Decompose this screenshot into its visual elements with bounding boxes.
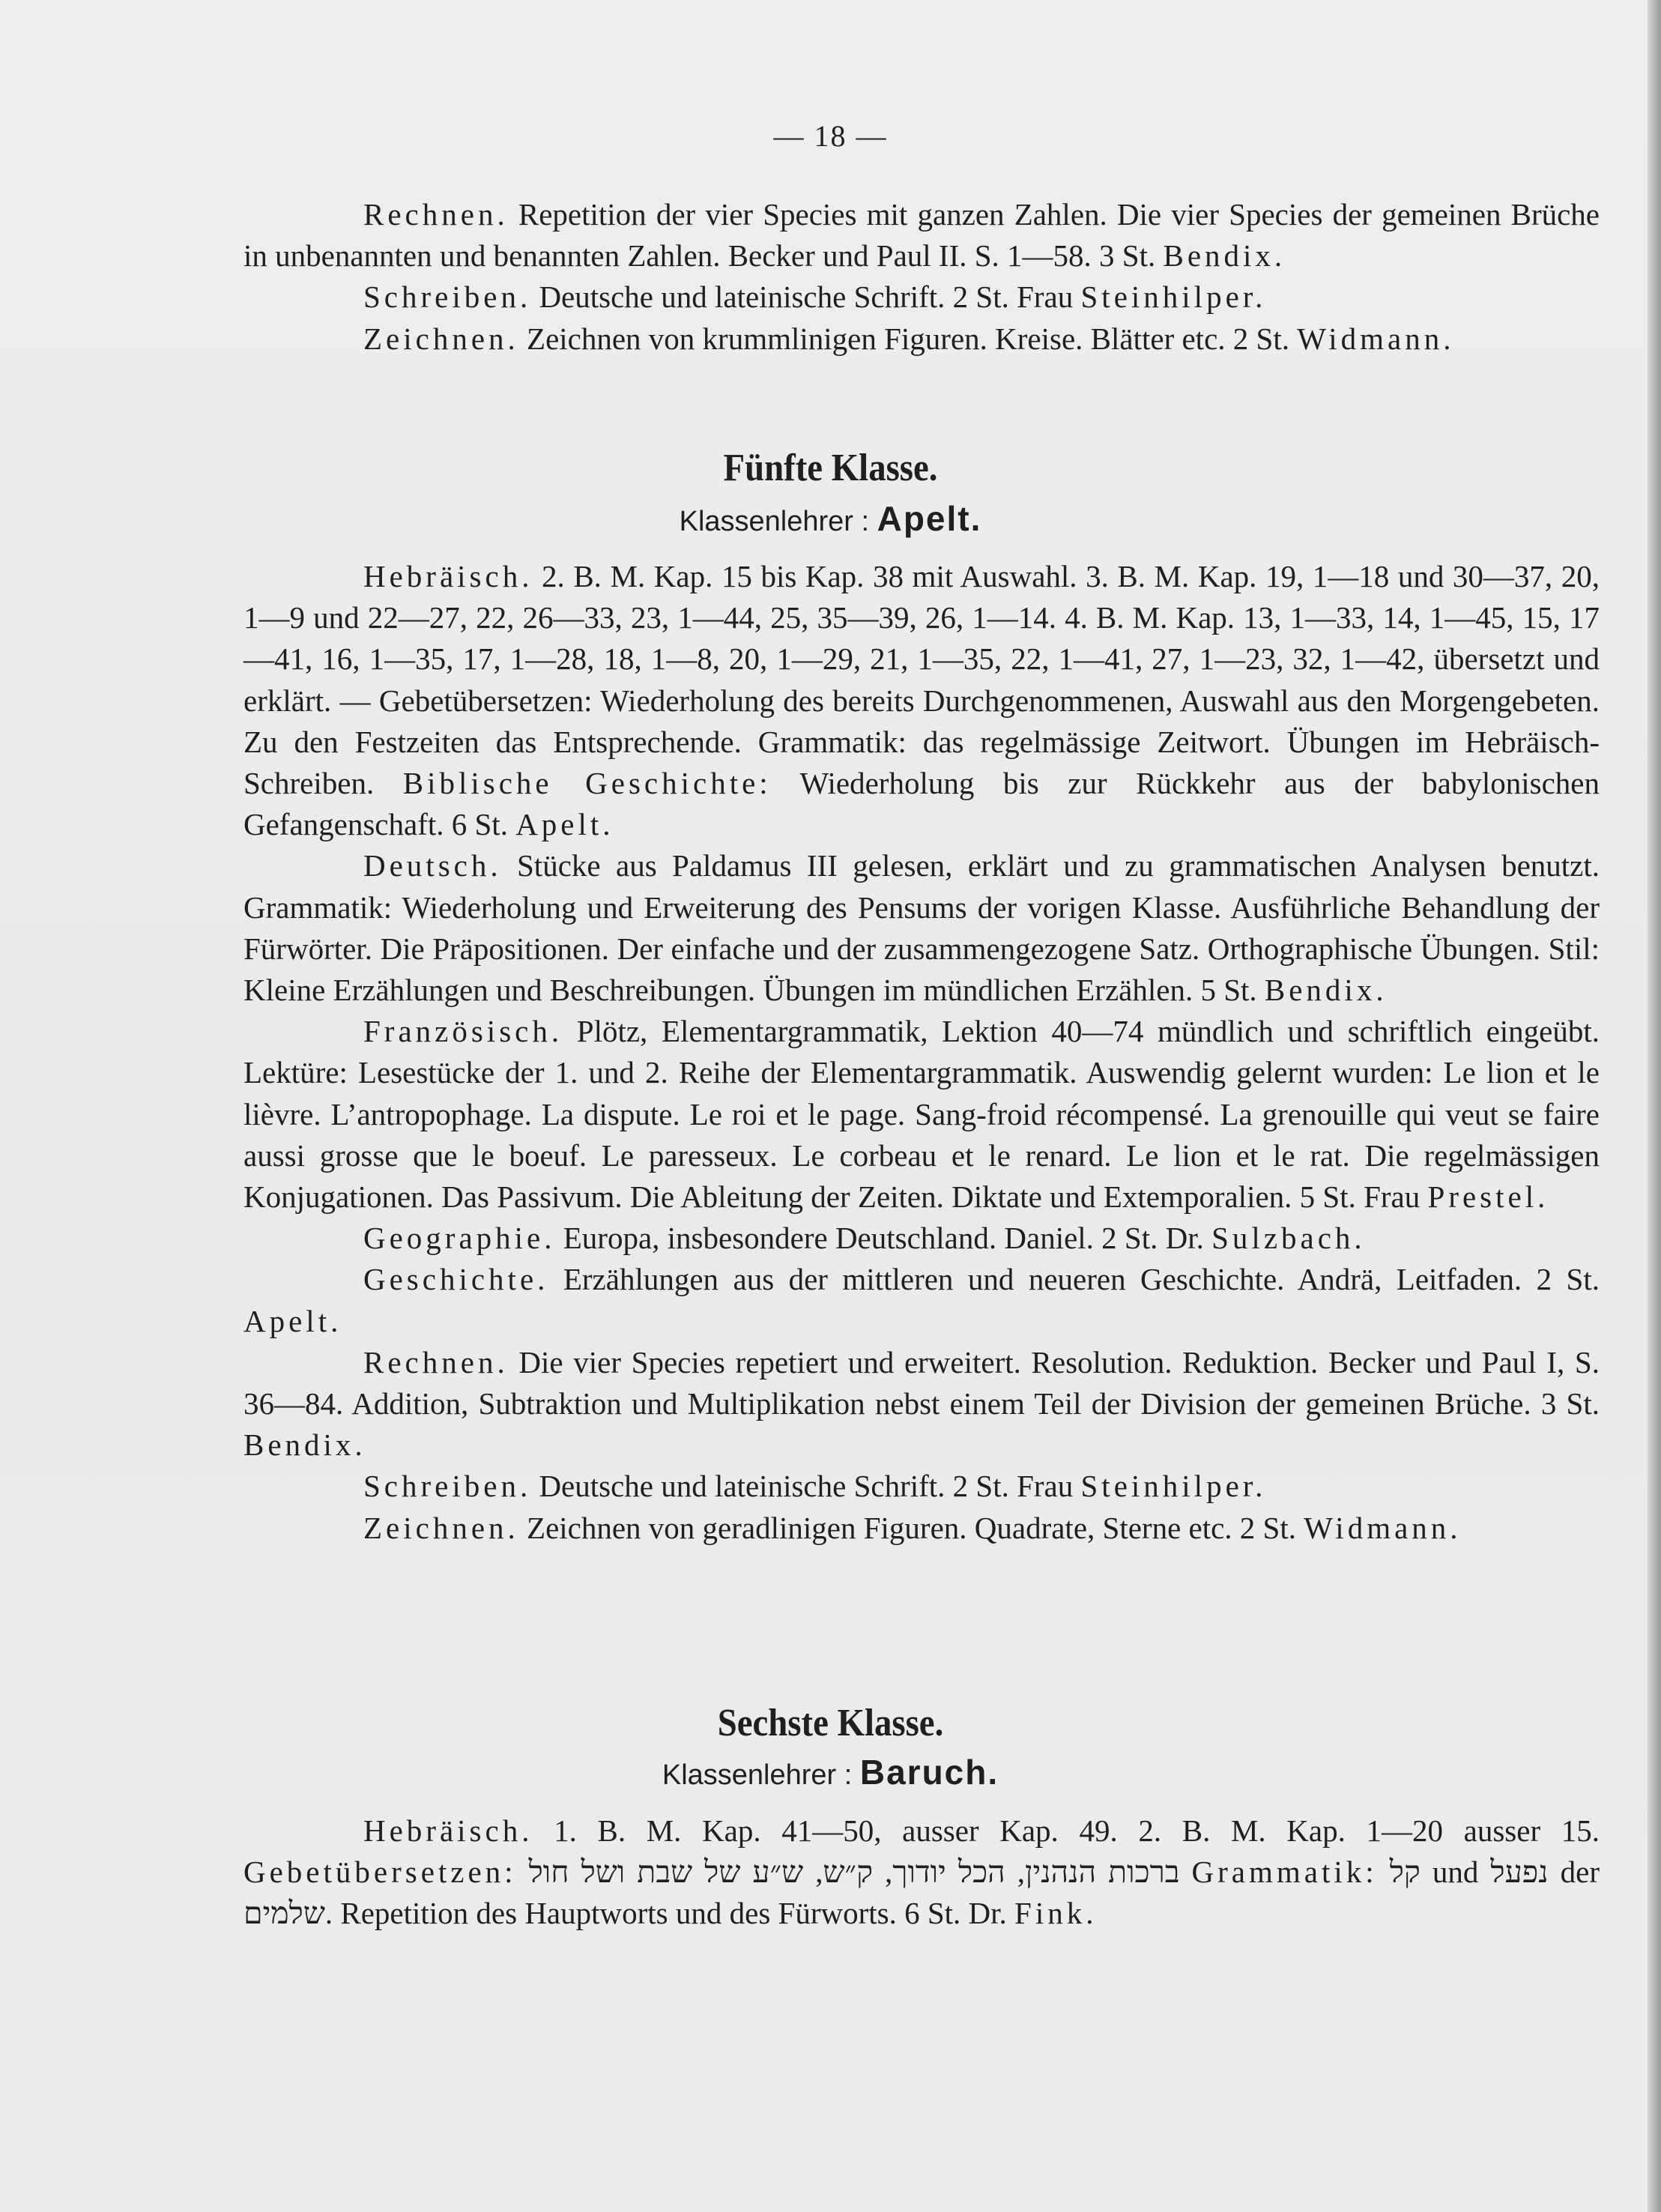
subject-text: Die vier Species repetiert und erweitert. Resolution. Reduktion. Becker und Paul I, S. 36—84. Addition, Subtraktion und Multiplikation nebst einem Teil der Division der gemeinen Brüche. 3 St. xyxy=(243,1344,1600,1421)
paragraph-hebraeisch xyxy=(243,556,1600,845)
subject-text: Repetition der vier Species mit ganzen Zahlen. Die vier Species der gemeinen Brüche in unbenannten und benannten Zahlen. Becker und Paul II. S. 1—58. 3 St. xyxy=(243,197,1600,274)
paragraph-zeichnen xyxy=(243,318,1600,360)
hebrew-text: נפעל xyxy=(1478,1855,1561,1890)
paragraph-rechnen xyxy=(243,1342,1600,1466)
subject-label: Zeichnen. xyxy=(363,321,519,356)
subject-label: Schreiben. xyxy=(363,1469,532,1504)
teacher-name: Prestel. xyxy=(1427,1179,1549,1215)
subject-label: Zeichnen. xyxy=(363,1510,519,1545)
subject-label: Biblische Geschichte: xyxy=(402,766,772,801)
subject-label: Grammatik: xyxy=(1191,1855,1378,1890)
subject-text: Europa, insbesondere Deutschland. Daniel. 2 St. Dr. xyxy=(555,1221,1212,1256)
subject-text: 1. B. M. Kap. 41—50, ausser Kap. 49. 2. B. M. Kap. 1—20 ausser 15. xyxy=(533,1813,1600,1848)
hebrew-text: שלמים xyxy=(243,1896,325,1931)
subject-label: Hebräisch. xyxy=(363,1813,533,1848)
teacher-name: Steinhilper. xyxy=(1080,1469,1267,1504)
class-teacher-line xyxy=(0,498,1661,539)
class-teacher-name: Apelt. xyxy=(877,499,982,538)
paragraph-geographie xyxy=(243,1218,1600,1259)
section-heading-sechste-klasse: Sechste Klasse. xyxy=(717,1702,944,1744)
subject-text: Wiederholung bis zur Rückkehr aus der babylonischen Gefangenschaft. 6 St. xyxy=(243,766,1600,842)
subject-text: 2. B. M. Kap. 15 bis Kap. 38 mit Auswahl. 3. B. M. Kap. 19, 1—18 und 30—37, 20, 1—9 und 22—27, 22, 26—33, 23, 1—44, 25, 35—39, 26, 1—14. 4. B. M. Kap. 13, 1—33, 14, 1—45, 15, 17—41, 16, 1—35, 17, 1—28, 18, 1—8, 20, 1—29, 21, 1—35, 22, 1—41, 27, 1—23, 32, 1—42, übersetzt und erklärt. — Gebetübersetzen: Wiederholung des bereits Durchgenommenen, Auswahl aus den Morgengebeten. Zu den Festzeiten das Entsprechende. Grammatik: das regelmässige Zeitwort. Übungen im Hebräisch-Schreiben. xyxy=(243,559,1600,801)
subject-label: Rechnen. xyxy=(363,1344,509,1380)
teacher-name: Bendix. xyxy=(243,1427,366,1463)
subject-text: Zeichnen von krummlinigen Figuren. Kreise. Blätter etc. 2 St. xyxy=(518,321,1298,356)
paragraph-franzoesisch xyxy=(243,1011,1600,1218)
teacher-name: Widmann. xyxy=(1297,321,1455,356)
page-number: — 18 — xyxy=(773,119,888,153)
subject-text: Deutsche und lateinische Schrift. 2 St. Frau xyxy=(531,279,1081,315)
paragraph-geschichte xyxy=(243,1259,1600,1341)
subject-text: . Repetition des Hauptworts und des Fürworts. 6 St. Dr. xyxy=(324,1896,1015,1931)
subject-text: Stücke aus Paldamus III gelesen, erklärt und zu grammatischen Analysen benutzt. Grammatik: Wiederholung und Erweiterung des Pensums der vorigen Klasse. Ausführliche Behandlung der Fürwörter. Die Präpositionen. Der einfache und der zusammengezogene Satz. Orthographische Übungen. Stil: Kleine Erzählungen und Beschreibungen. Übungen im mündlichen Erzählen. 5 St. xyxy=(243,848,1600,1008)
subject-label: Gebetübersetzen: xyxy=(243,1855,517,1890)
subject-label: Schreiben. xyxy=(363,279,532,315)
fuenfte-klasse-subjects xyxy=(243,556,1600,1549)
subject-text: Plötz, Elementargrammatik, Lektion 40—74 mündlich und schriftlich eingeübt. Lektüre: Lesestücke der 1. und 2. Reihe der Elementargrammatik. Auswendig gelernt wurden: Le lion et le lièvre. L’antropophage. La dispute. Le roi et le page. Sang-froid récompensé. La grenouille qui veut se faire aussi grosse que le boeuf. Le paresseux. Le corbeau et le renard. Le lion et le rat. Die regelmässigen Konjugationen. Das Passivum. Die Ableitung der Zeiten. Diktate und Extemporalien. 5 St. Frau xyxy=(243,1014,1600,1215)
section-heading-fuenfte-klasse: Fünfte Klasse. xyxy=(723,447,938,489)
page-edge-shadow xyxy=(1648,0,1661,2212)
class-teacher-name: Baruch. xyxy=(859,1753,999,1792)
paragraph-rechnen xyxy=(243,194,1600,276)
paragraph-hebraeisch xyxy=(243,1810,1600,1935)
subject-text: Erzählungen aus der mittleren und neueren Geschichte. Andrä, Leitfaden. 2 St. xyxy=(548,1262,1600,1297)
sechste-klasse-subjects xyxy=(243,1810,1600,1935)
subject-label: Deutsch. xyxy=(363,848,502,883)
teacher-name: Bendix. xyxy=(1163,238,1286,274)
subject-label: Hebräisch. xyxy=(363,559,533,593)
hebrew-text: ברכות הנהנין, הכל יודוך, ק״ש, ש״ע של שבת ושל חול xyxy=(516,1855,1192,1890)
paragraph-schreiben xyxy=(243,1466,1600,1507)
class-teacher-prefix: Klassenlehrer : xyxy=(679,506,877,537)
teacher-name: Apelt. xyxy=(515,807,614,842)
teacher-name: Widmann. xyxy=(1304,1510,1462,1545)
subject-label: Geographie. xyxy=(363,1221,556,1256)
subject-text: Zeichnen von geradlinigen Figuren. Quadrate, Sterne etc. 2 St. xyxy=(518,1510,1304,1545)
paragraph-deutsch xyxy=(243,845,1600,1011)
previous-class-subjects xyxy=(243,194,1600,360)
class-teacher-prefix: Klassenlehrer : xyxy=(662,1759,860,1791)
paragraph-zeichnen xyxy=(243,1508,1600,1549)
hebrew-text: קל xyxy=(1377,1855,1432,1890)
teacher-name: Apelt. xyxy=(243,1303,342,1338)
teacher-name: Sulzbach. xyxy=(1211,1221,1366,1256)
teacher-name: Fink. xyxy=(1014,1896,1098,1931)
paragraph-schreiben xyxy=(243,276,1600,318)
subject-label: Französisch. xyxy=(363,1014,563,1049)
subject-text: der xyxy=(1560,1855,1600,1890)
teacher-name: Bendix. xyxy=(1264,973,1388,1008)
class-teacher-line xyxy=(0,1752,1661,1792)
subject-text: und xyxy=(1432,1855,1479,1890)
subject-label: Rechnen. xyxy=(363,197,509,232)
subject-label: Geschichte. xyxy=(363,1262,549,1297)
subject-text: Deutsche und lateinische Schrift. 2 St. Frau xyxy=(531,1469,1081,1504)
teacher-name: Steinhilper. xyxy=(1080,279,1267,315)
